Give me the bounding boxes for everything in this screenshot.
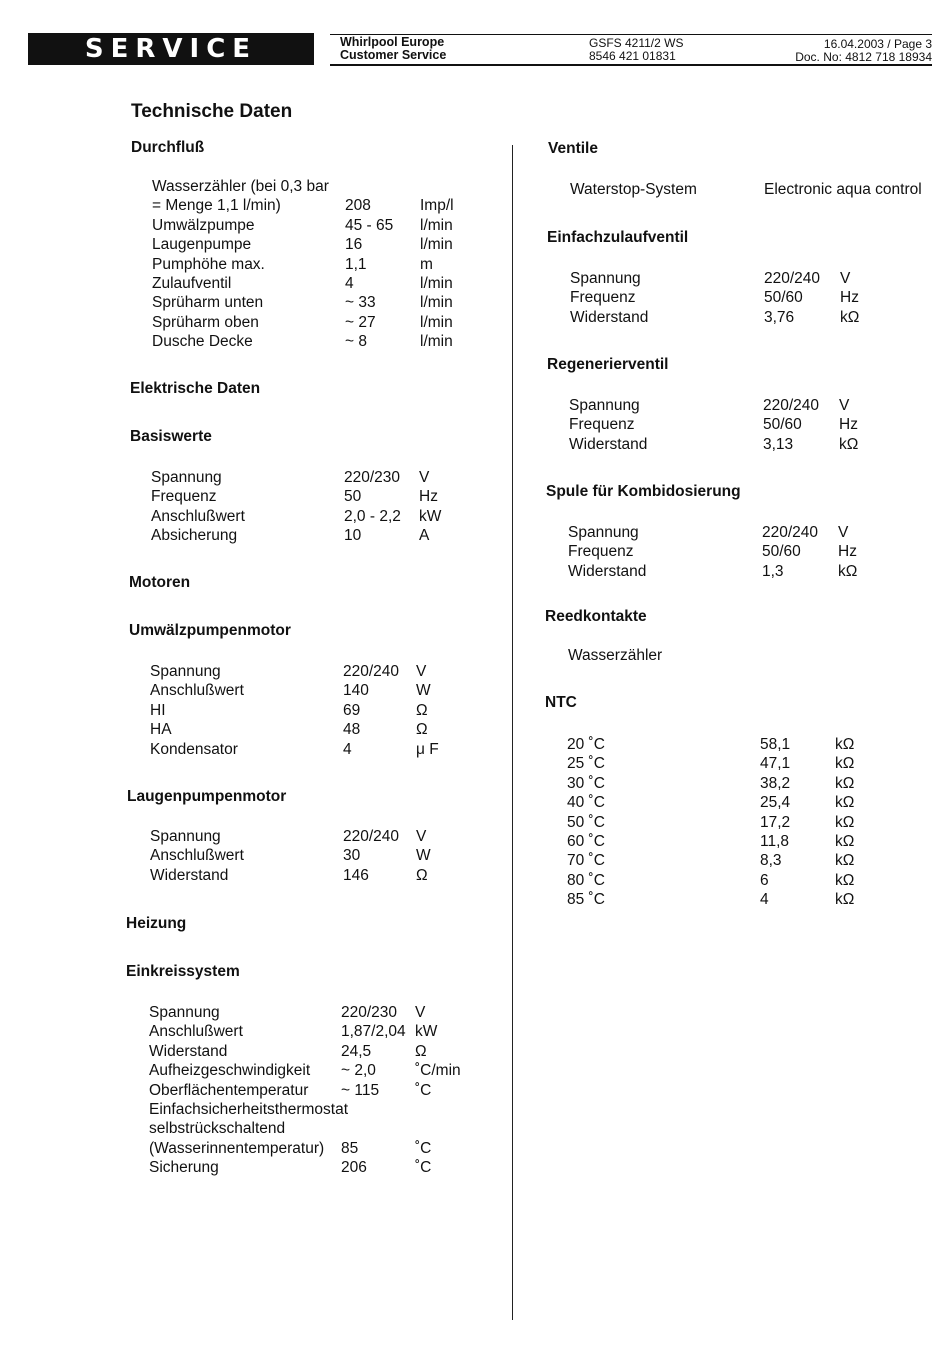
spec-label: Wasserzähler (bei 0,3 bar <box>152 178 329 195</box>
spec-value: 220/230 <box>341 1004 398 1021</box>
spec-value: ~ 33 <box>345 294 376 312</box>
section-einkreissystem: Einkreissystem <box>126 963 240 980</box>
spec-label: Wasserzähler <box>568 647 663 664</box>
spec-unit: l/min <box>420 236 453 254</box>
spec-value: 4 <box>345 275 354 292</box>
part-number: 8546 421 01831 <box>589 49 676 63</box>
spec-label: Waterstop-System <box>570 181 697 198</box>
spec-value: 25,4 <box>760 794 791 812</box>
spec-value: 6 <box>760 871 769 889</box>
spec-value: 220/240 <box>343 663 400 680</box>
spec-label: Spannung <box>149 1004 220 1021</box>
spec-label: Anschlußwert <box>151 507 245 525</box>
spec-unit: kΩ <box>835 794 855 812</box>
spec-label: 40 ˚C <box>567 794 605 812</box>
spec-label: Spannung <box>568 524 639 541</box>
spec-label: Widerstand <box>570 308 649 326</box>
section-einfachzulaufventil: Einfachzulaufventil <box>547 229 689 246</box>
spec-value: 3,13 <box>763 435 794 453</box>
spec-label: HI <box>150 701 166 719</box>
spec-label: Widerstand <box>149 1042 228 1060</box>
spec-unit: μ F <box>416 740 439 758</box>
spec-label: Anschlußwert <box>150 682 244 700</box>
spec-value: 48 <box>343 721 361 739</box>
spec-value: 146 <box>343 866 369 884</box>
spec-unit: V <box>838 524 849 541</box>
section-regenerierventil: Regenerierventil <box>547 356 669 373</box>
spec-unit: kΩ <box>835 774 855 792</box>
spec-unit: kΩ <box>835 891 855 909</box>
spec-unit: kW <box>415 1023 438 1041</box>
spec-unit: m <box>420 255 433 273</box>
spec-label: Frequenz <box>570 289 636 307</box>
spec-label: Frequenz <box>151 488 217 506</box>
spec-unit: Hz <box>839 416 858 434</box>
spec-label: (Wasserinnentemperatur) <box>149 1139 325 1157</box>
spec-unit: Hz <box>840 289 859 307</box>
spec-value: ~ 2,0 <box>341 1062 376 1080</box>
spec-unit: V <box>415 1004 426 1021</box>
spec-unit: V <box>840 270 851 287</box>
spec-label: 25 ˚C <box>567 755 605 773</box>
spec-value: 220/240 <box>762 524 819 541</box>
spec-label: 50 ˚C <box>567 813 605 831</box>
spec-label: Sicherung <box>149 1159 219 1177</box>
spec-value: 85 <box>341 1139 359 1157</box>
spec-label: 85 ˚C <box>567 891 605 909</box>
spec-value: 4 <box>343 740 352 758</box>
company-name: Whirlpool Europe <box>340 35 445 49</box>
spec-label: Laugenpumpe <box>152 236 252 254</box>
spec-unit: kΩ <box>835 871 855 889</box>
model-number: GSFS 4211/2 WS <box>589 36 684 50</box>
spec-label: Spannung <box>150 828 221 845</box>
spec-unit: ˚C <box>415 1081 432 1099</box>
section-laugenpumpenmotor: Laugenpumpenmotor <box>127 788 287 805</box>
spec-label: 80 ˚C <box>567 871 605 889</box>
spec-value: 8,3 <box>760 852 782 870</box>
spec-unit: V <box>419 469 430 486</box>
page-title: Technische Daten <box>131 101 293 122</box>
spec-label: Widerstand <box>150 866 229 884</box>
date-page: 16.04.2003 / Page 3 <box>823 37 932 51</box>
spec-label: Sprüharm oben <box>152 313 259 331</box>
spec-value: 58,1 <box>760 736 791 753</box>
spec-value: 220/240 <box>763 397 820 414</box>
spec-value: 208 <box>345 197 371 215</box>
spec-label: Dusche Decke <box>152 333 253 351</box>
spec-label: Spannung <box>569 397 640 414</box>
spec-value: 1,87/2,04 <box>341 1023 406 1041</box>
spec-value: ~ 27 <box>345 313 376 331</box>
section-ventile: Ventile <box>548 140 598 157</box>
spec-value: 69 <box>343 701 361 719</box>
spec-unit: l/min <box>420 275 453 292</box>
department: Customer Service <box>340 48 447 62</box>
spec-unit: Imp/l <box>420 197 454 215</box>
spec-unit: W <box>416 682 431 700</box>
spec-value: 16 <box>345 236 363 254</box>
spec-label: 70 ˚C <box>567 852 605 870</box>
spec-label: 20 ˚C <box>567 736 605 753</box>
spec-value: 50/60 <box>764 289 803 307</box>
spec-label: Zulaufventil <box>152 275 232 292</box>
spec-unit: Ω <box>415 1042 427 1060</box>
spec-value: Electronic aqua control <box>764 181 922 198</box>
header-rule-bottom <box>330 64 932 66</box>
spec-unit: V <box>416 663 427 680</box>
spec-value: 206 <box>341 1159 367 1177</box>
spec-label: Widerstand <box>569 435 648 453</box>
section-heizung: Heizung <box>126 915 187 932</box>
section-umwaelzpumpenmotor: Umwälzpumpenmotor <box>129 622 291 639</box>
spec-value: 220/240 <box>764 270 821 287</box>
spec-value: 30 <box>343 847 361 865</box>
spec-unit: kΩ <box>839 435 859 453</box>
spec-unit: kΩ <box>835 833 855 850</box>
spec-value: 140 <box>343 682 369 700</box>
spec-value: 24,5 <box>341 1042 372 1060</box>
spec-unit: l/min <box>420 294 453 312</box>
spec-label: Kondensator <box>150 740 238 758</box>
spec-unit: Ω <box>416 721 428 739</box>
spec-value: 47,1 <box>760 755 791 773</box>
spec-label: Frequenz <box>568 543 634 561</box>
spec-unit: kΩ <box>835 755 855 773</box>
column-divider <box>512 145 513 1320</box>
section-motoren: Motoren <box>129 574 191 591</box>
spec-unit: ˚C <box>415 1159 432 1177</box>
spec-label: Anschlußwert <box>149 1023 243 1041</box>
spec-unit: l/min <box>420 216 453 234</box>
spec-label: Absicherung <box>151 527 238 545</box>
spec-value: 50 <box>344 488 362 506</box>
spec-unit: kW <box>419 507 442 525</box>
spec-unit: l/min <box>420 333 453 351</box>
section-basiswerte: Basiswerte <box>130 428 212 445</box>
section-durchfluss: Durchfluß <box>131 139 205 156</box>
spec-unit: ˚C/min <box>415 1062 461 1080</box>
spec-unit: Ω <box>416 866 428 884</box>
spec-label: Spannung <box>151 469 222 486</box>
spec-unit: W <box>416 847 431 865</box>
spec-value: 1,3 <box>762 562 784 580</box>
doc-number: Doc. No: 4812 718 18934 <box>795 50 932 64</box>
spec-unit: kΩ <box>835 736 855 753</box>
spec-unit: kΩ <box>835 813 855 831</box>
spec-value: 4 <box>760 891 769 909</box>
spec-label: 60 ˚C <box>567 833 605 850</box>
spec-value: 3,76 <box>764 308 795 326</box>
spec-label: Umwälzpumpe <box>152 216 255 234</box>
spec-value: 38,2 <box>760 774 791 792</box>
spec-unit: V <box>416 828 427 845</box>
section-elektrische-daten: Elektrische Daten <box>130 380 261 397</box>
section-reedkontakte: Reedkontakte <box>545 608 647 625</box>
spec-value: 11,8 <box>760 833 790 850</box>
spec-label: Einfachsicherheitsthermostat <box>149 1101 349 1118</box>
spec-label: Sprüharm unten <box>152 294 264 312</box>
spec-label: selbstrückschaltend <box>149 1120 286 1138</box>
spec-value: ~ 8 <box>345 333 367 351</box>
spec-value: ~ 115 <box>341 1081 380 1099</box>
service-logo: SERVICE <box>28 33 314 65</box>
spec-value: 10 <box>344 527 362 545</box>
spec-unit: Hz <box>419 488 438 506</box>
spec-unit: kΩ <box>838 562 858 580</box>
spec-unit: kΩ <box>840 308 860 326</box>
spec-label: 30 ˚C <box>567 774 605 792</box>
spec-unit: l/min <box>420 313 453 331</box>
section-ntc: NTC <box>545 694 577 711</box>
spec-unit: Ω <box>416 701 428 719</box>
spec-unit: A <box>419 527 430 545</box>
spec-value: 50/60 <box>762 543 801 561</box>
spec-label: Pumphöhe max. <box>152 255 265 273</box>
spec-label: HA <box>150 721 172 739</box>
spec-value: 45 - 65 <box>345 216 394 234</box>
spec-label: Aufheizgeschwindigkeit <box>149 1062 311 1080</box>
spec-unit: Hz <box>838 543 857 561</box>
spec-label: Oberflächentemperatur <box>149 1081 309 1099</box>
spec-value: 17,2 <box>760 813 791 831</box>
spec-label: Widerstand <box>568 562 647 580</box>
spec-label: Anschlußwert <box>150 847 244 865</box>
spec-value: 220/240 <box>343 828 400 845</box>
spec-label: Frequenz <box>569 416 635 434</box>
section-spule-kombidosierung: Spule für Kombidosierung <box>546 483 741 500</box>
spec-value: 2,0 - 2,2 <box>344 507 401 525</box>
spec-unit: V <box>839 397 850 414</box>
spec-label: Spannung <box>150 663 221 680</box>
spec-label: Spannung <box>570 270 641 287</box>
spec-label: = Menge 1,1 l/min) <box>152 197 281 215</box>
spec-value: 220/230 <box>344 469 401 486</box>
spec-value: 1,1 <box>345 255 367 273</box>
spec-unit: ˚C <box>415 1139 432 1157</box>
spec-value: 50/60 <box>763 416 802 434</box>
spec-unit: kΩ <box>835 852 855 870</box>
